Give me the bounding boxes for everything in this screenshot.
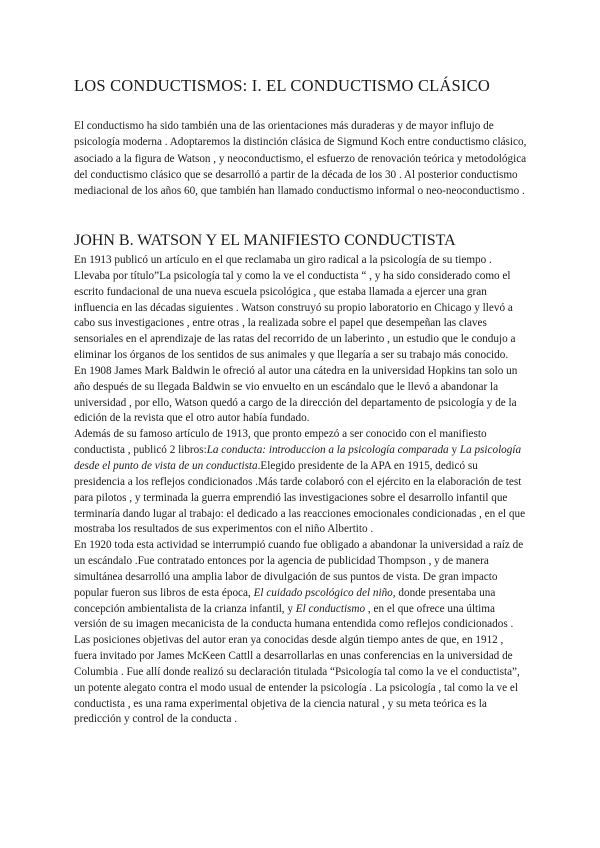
paragraph-1920-text-c: , en el que ofrece una última versión de su imagen mecanicista de la conducta humana entendida como reflejos condicionados . (74, 602, 514, 631)
paragraph-1920-text-b: donde presentaba una concepción ambientalista de la crianza infantil, y (74, 586, 496, 615)
document-title: LOS CONDUCTISMOS: I. EL CONDUCTISMO CLÁSICO (74, 76, 490, 95)
paragraph-1912-columbia: Las posiciones objetivas del autor eran ya conocidas desde algún tiempo antes de que, en 1912 , fuera invitado por James McKeen Cattll a desarrollarlas en unas conferencias en la universidad de Columbia . Fue allí donde realizó su declaración titulada “Psicología tal como la ve el conductista”, un potente alegato contra el modo usual de entender la psicología . La psicología , tal como la ve el conductista , es una rama experimental objetiva de la ciencia natural , y su meta teórica es la predicción y control de la conducta . (74, 634, 520, 726)
paragraph-1913-article: En 1913 publicó un artículo en el que reclamaba un giro radical a la psicología de su tiempo . Llevaba por título”La psicología tal y como la ve el conductista “ , y ha sido considerado como el escrito fundacional de una nueva escuela psicológica , que estaba llamada a ejercer una gran influencia en las décadas siguientes . Watson construyó su propio laboratorio en Chicago y llevó a cabo sus investigaciones , entre otras , la realizada sobre el papel que desempeñan las claves sensoriales en el aprendizaje de las ratas del recorrido de un laberinto , un estudio que le condujo a eliminar los órganos de los sentidos de sus animales y que llegaría a ser su trabajo más conocido. (74, 254, 516, 362)
paragraph-books-text-a: Además de su famoso artículo de 1913, que pronto empezó a ser conocido con el manifiesto conductista , publicó 2 libros: (74, 428, 487, 457)
section-body (74, 253, 529, 728)
paragraph-books (74, 427, 529, 538)
intro-paragraph: El conductismo ha sido también una de las orientaciones más duraderas y de mayor influjo de psicología moderna . Adoptaremos la distinción clásica de Sigmund Koch entre conductismo clásico, asociado a la figura de Watson , y neoconductismo, el esfuerzo de renovación teórica y metodológica del conductismo clásico que se desarrolló a partir de la década de los 30 . Al posterior conductismo mediacional de los años 60, que también han llamado conductismo informal o neo-neoconductismo . (74, 120, 527, 198)
paragraph-books-and: y (448, 444, 460, 457)
book-title-cuidado: El cuidado pscológico del niño, (253, 586, 396, 599)
book-title-conductismo: El conductismo (295, 602, 366, 615)
paragraph-1920-text-a: En 1920 toda esta actividad se interrumpió cuando fue obligado a abandonar la universidad a raíz de un escándalo .Fue contratado entonces por la agencia de publicidad Thompson , y de manera simultánea desarrolló una amplia labor de divulgación de sus puntos de vista. De gran impacto popular fueron sus libros de esta época, (74, 539, 524, 599)
paragraph-1908-baldwin: En 1908 James Mark Baldwin le ofreció al autor una cátedra en la universidad Hopkins tan solo un año después de su llegada Baldwin se vio envuelto en un escándalo que le llevó a abandonar la universidad , por ello, Watson quedó a cargo de la dirección del departamento de psicología y de la edición de la revista que el otro autor había fundado. (74, 364, 518, 425)
book-title-psicologia: La psicología desde el punto de vista de un conductista (74, 444, 522, 472)
paragraph-1920 (74, 538, 529, 633)
section-heading: JOHN B. WATSON Y EL MANIFIESTO CONDUCTISTA (74, 232, 456, 249)
book-title-conducta: La conducta: introduccion a la psicología comparada (206, 444, 449, 457)
paragraph-books-text-b: .Elegido presidente de la APA en 1915, dedicó su presidencia a los reflejos condicionados .Más tarde colaboró con el ejército en la elaboración de test para pilotos , y terminada la guerra emprendió las investigaciones sobre el desarrollo infantil que terminaría dando lugar al trabajo: el dedicado a las reacciones emocionales condicionadas , en el que mostraba los resultados de sus experimentos con el niño Albertito . (74, 459, 526, 536)
